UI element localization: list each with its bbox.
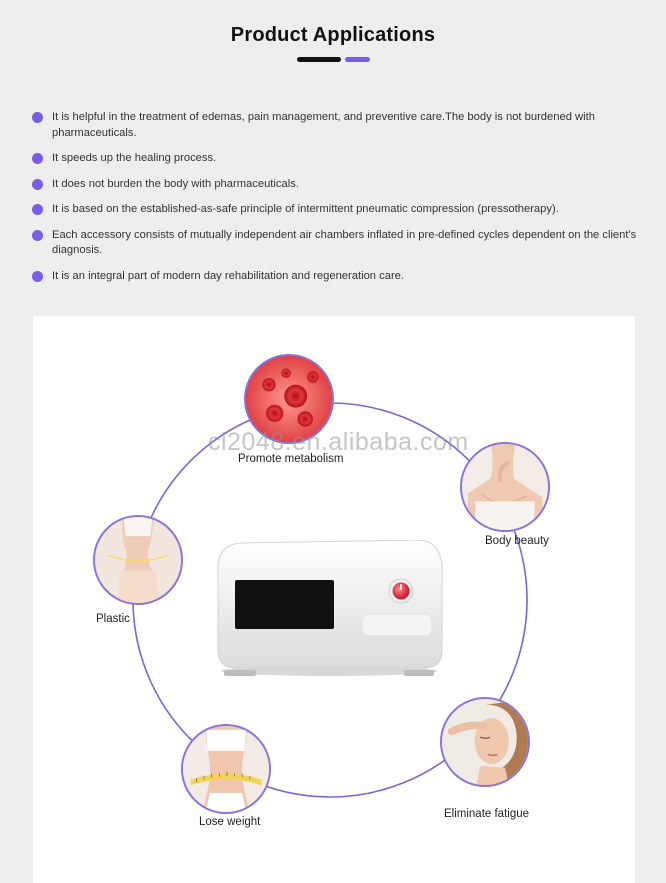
application-text: Each accessory consists of mutually independent air chambers inflated in pre-defined cycles dependent on the client's diagnosis. bbox=[52, 228, 637, 256]
label-plastic: Plastic bbox=[96, 613, 130, 625]
application-text: It speeds up the healing process. bbox=[52, 152, 217, 164]
neck-shoulder-icon bbox=[460, 442, 550, 532]
label-eliminate-fatigue: Eliminate fatigue bbox=[444, 808, 530, 820]
label-body-beauty: Body beauty bbox=[485, 535, 549, 547]
watermark: ci2048.en.alibaba.com bbox=[208, 428, 469, 456]
application-text: It is based on the established-as-safe principle of intermittent pneumatic compression (pressotherapy). bbox=[52, 203, 559, 215]
pressotherapy-device-image bbox=[214, 540, 444, 678]
page-title: Product Applications bbox=[230, 24, 436, 46]
waist-measure-icon bbox=[181, 724, 271, 814]
label-promote-metabolism: Promote metabolism bbox=[238, 453, 344, 465]
tired-woman-icon bbox=[440, 697, 530, 787]
application-text: It is helpful in the treatment of edemas, pain management, and preventive care.The body is not burdened with pharmaceuticals. bbox=[52, 111, 595, 139]
label-lose-weight: Lose weight bbox=[199, 816, 261, 828]
body-shape-icon bbox=[93, 515, 183, 605]
application-text: It does not burden the body with pharmaceuticals. bbox=[52, 177, 299, 190]
application-text: It is an integral part of modern day rehabilitation and regeneration care. bbox=[52, 269, 404, 282]
